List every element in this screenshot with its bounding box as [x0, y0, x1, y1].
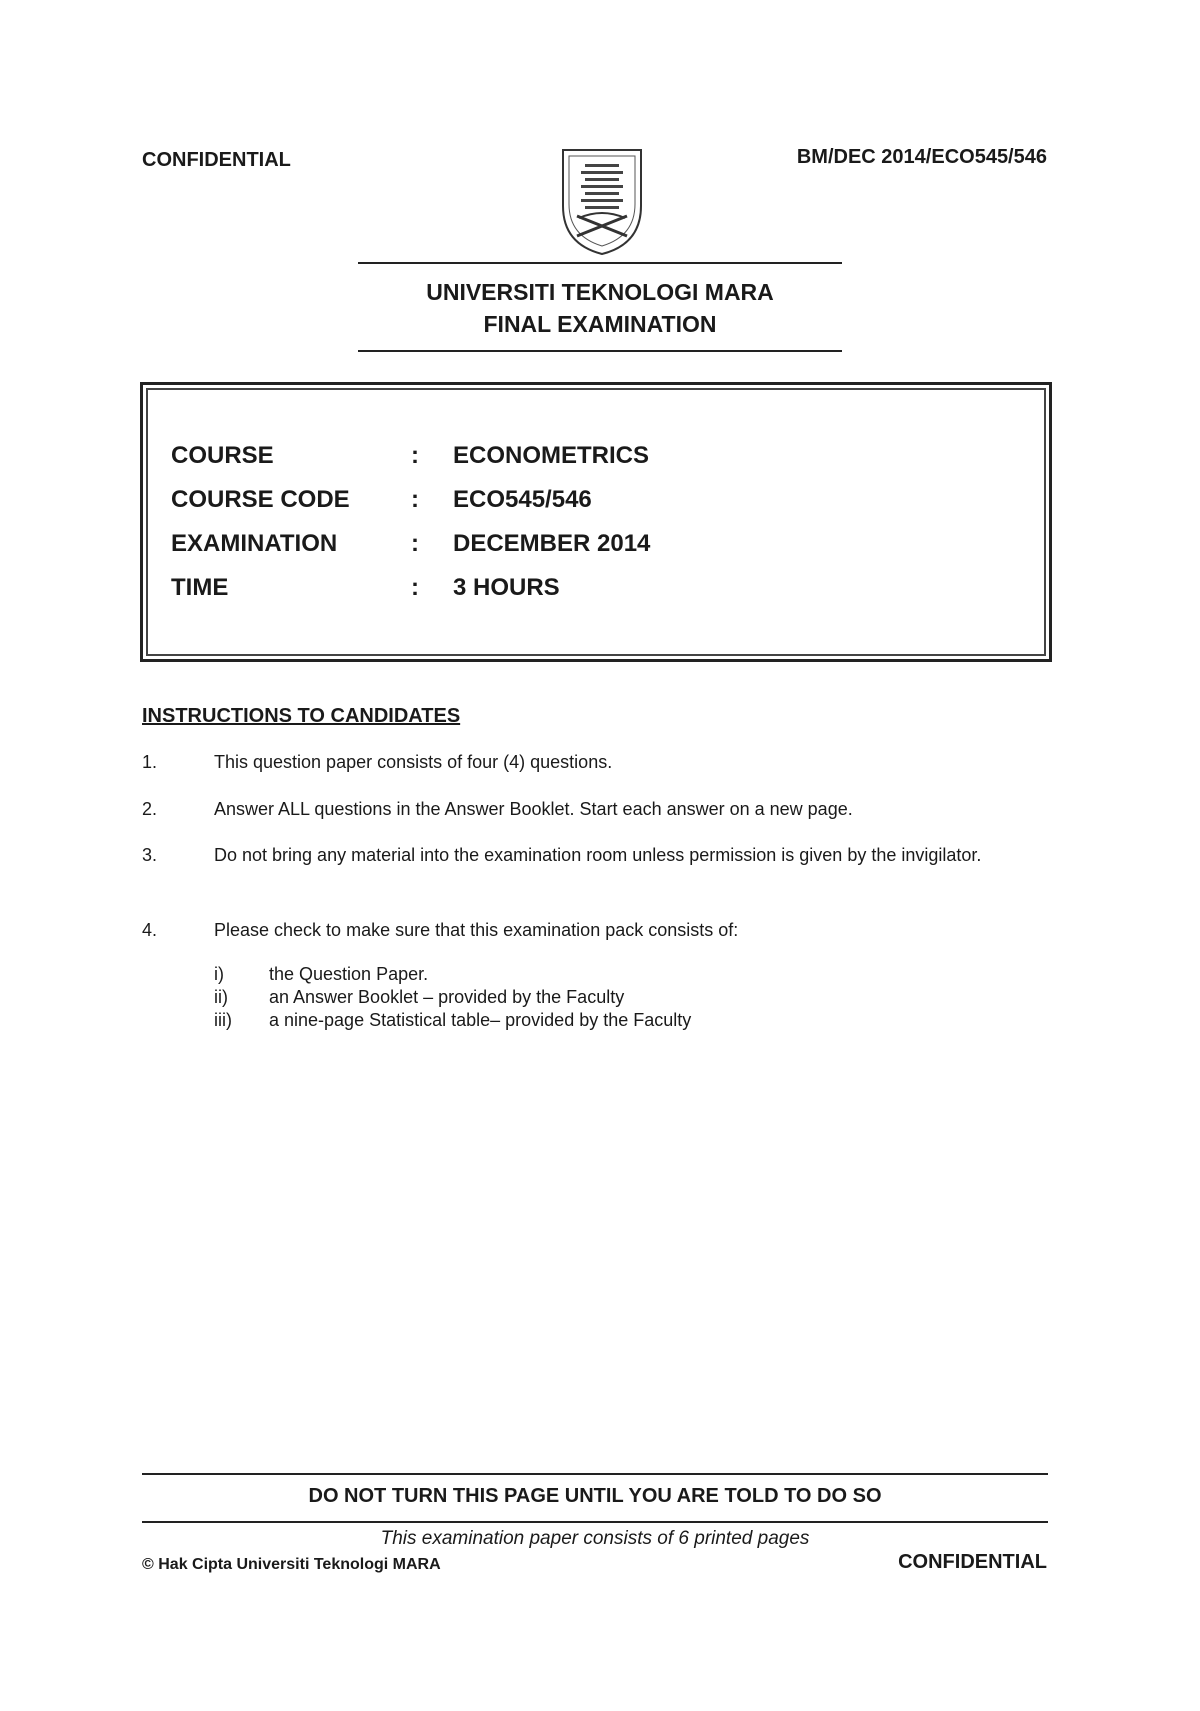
instruction-item — [142, 797, 1036, 821]
detail-label: COURSE — [171, 442, 274, 469]
instruction-text: Do not bring any material into the examination room unless permission is given by the invigilator. — [214, 845, 982, 865]
confidential-label-bottom: CONFIDENTIAL — [898, 1551, 1047, 1573]
instruction-text: This question paper consists of four (4) questions. — [214, 752, 613, 772]
instruction-number: 3. — [142, 845, 158, 865]
instruction-text: Please check to make sure that this examination pack consists of: — [214, 920, 739, 940]
detail-value: ECONOMETRICS — [453, 442, 650, 469]
instruction-number: 1. — [142, 752, 158, 772]
detail-label: EXAMINATION — [171, 530, 338, 557]
instruction-item — [142, 843, 1036, 867]
title-rule-top — [358, 262, 842, 264]
footer-rule-bottom — [142, 1521, 1048, 1523]
pack-item-text: an Answer Booklet – provided by the Faculty — [269, 987, 625, 1007]
footer-rule-top — [142, 1473, 1048, 1475]
detail-label: COURSE CODE — [171, 486, 350, 513]
title-rule-bottom — [358, 350, 842, 352]
paper-code: BM/DEC 2014/ECO545/546 — [796, 146, 1047, 168]
pack-item-text: a nine-page Statistical table– provided by the Faculty — [269, 1010, 692, 1030]
instruction-text: Answer ALL questions in the Answer Booklet. Start each answer on a new page. — [214, 799, 853, 819]
detail-separator: : — [411, 442, 419, 469]
detail-value: ECO545/546 — [453, 486, 592, 513]
detail-separator: : — [411, 530, 419, 557]
do-not-turn-warning: DO NOT TURN THIS PAGE UNTIL YOU ARE TOLD TO DO SO — [308, 1485, 882, 1507]
page-count-note: This examination paper consists of 6 printed pages — [380, 1528, 810, 1549]
detail-value: DECEMBER 2014 — [453, 530, 651, 557]
instruction-item — [142, 918, 1036, 942]
instruction-number: 4. — [142, 920, 158, 940]
university-crest-icon — [557, 146, 647, 258]
pack-item-number: iii) — [214, 1010, 232, 1030]
instructions-title: INSTRUCTIONS TO CANDIDATES — [142, 705, 461, 727]
detail-separator: : — [411, 574, 419, 601]
instruction-item — [142, 750, 1036, 774]
detail-label: TIME — [171, 574, 229, 601]
confidential-label-top: CONFIDENTIAL — [142, 149, 291, 171]
pack-item-text: the Question Paper. — [269, 964, 429, 984]
pack-item-number: ii) — [214, 987, 228, 1007]
course-details-box — [140, 382, 1052, 662]
instruction-number: 2. — [142, 799, 158, 819]
copyright-notice: © Hak Cipta Universiti Teknologi MARA — [142, 1556, 441, 1573]
detail-value: 3 HOURS — [453, 574, 560, 601]
pack-item-number: i) — [214, 964, 224, 984]
university-name: UNIVERSITI TEKNOLOGI MARA — [426, 279, 774, 305]
exam-type: FINAL EXAMINATION — [483, 311, 717, 337]
detail-separator: : — [411, 486, 419, 513]
